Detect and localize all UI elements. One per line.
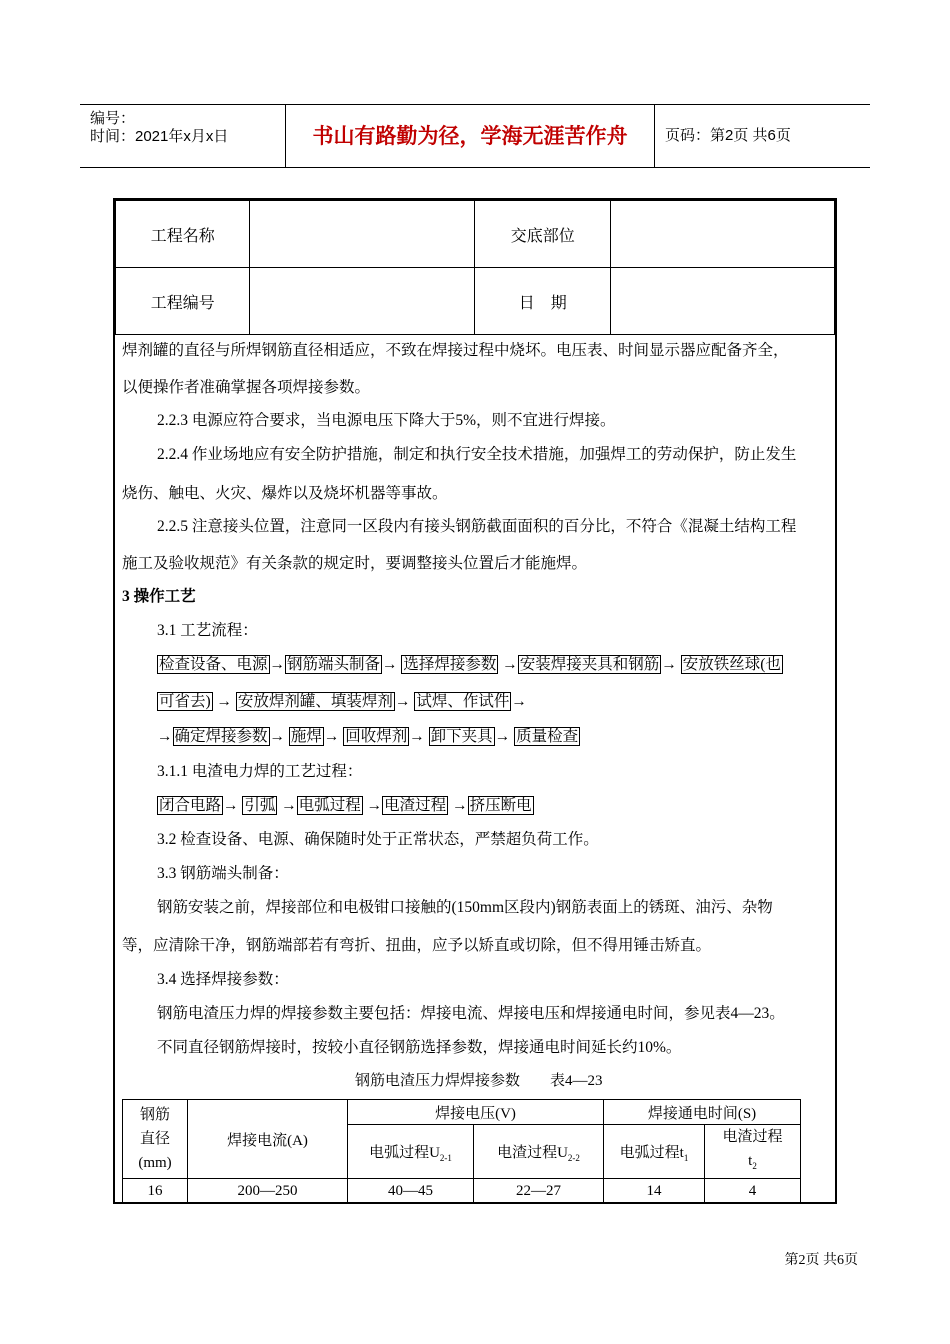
number-label: 编号： [90,110,136,127]
header-diameter-line: 钢筋 [139,1107,170,1123]
header-diameter-line: 直径 [139,1131,170,1147]
info-table [115,200,835,335]
header-arc-time-text: 电弧过程t [619,1144,684,1161]
paragraph-line: 3.1.1 电渣电力焊的工艺过程： [157,763,363,780]
process-flow-row [157,724,580,746]
document-header [80,104,870,168]
flow-step: 确定焊接参数 [174,728,268,745]
header-slag-time-text: 电渣过程 [722,1129,783,1145]
flow-step: 试焊、作试件 [416,693,510,710]
project-no-label: 工程编号 [116,268,250,335]
arrow-icon: → [366,797,383,814]
handover-part-label: 交底部位 [475,201,611,268]
flow-step: 施焊 [290,728,322,745]
time-label: 时间：2021年x月x日 [90,128,229,145]
cell-current: 200—250 [188,1179,348,1204]
arrow-icon: → [281,797,297,814]
subscript: 2 [752,1161,757,1171]
cell-arc-voltage: 40—45 [348,1179,474,1204]
flow-step: 闭合电路 [159,797,222,814]
subscript: 2-1 [439,1152,452,1163]
paragraph-line: 不同直径钢筋焊接时，按较小直径钢筋选择参数，焊接通电时间延长约10%。 [157,1039,682,1056]
paragraph-line: 3.2 检查设备、电源、确保随时处于正常状态，严禁超负荷工作。 [157,831,599,848]
header-page: 页码：第2页 共6页 [665,127,791,144]
process-flow-row [157,689,527,711]
cell-diameter: 16 [123,1179,188,1204]
header-time: 焊接通电时间(S) [604,1100,801,1125]
subscript: 1 [683,1152,689,1163]
date-value [610,268,834,335]
paragraph-line: 2.2.4 作业场地应有安全防护措施，制定和执行安全技术措施，加强焊工的劳动保护，防止发生 [157,446,797,463]
paragraph-line: 施工及验收规范》有关条款的规定时，要调整接头位置后才能施焊。 [122,555,588,572]
flow-step: 钢筋端头制备 [287,656,381,673]
flow-step: 引弧 [244,797,276,814]
header-arc-voltage [348,1125,474,1179]
paragraph-line: 3.3 钢筋端头制备： [157,865,289,882]
paragraph-line: 3.4 选择焊接参数： [157,971,289,988]
flow-step: 可省去) [159,693,211,710]
flow-step: 电弧过程 [298,797,361,814]
subscript: 2-2 [567,1152,580,1163]
project-name-value [250,201,475,268]
paragraph-line: 烧伤、触电、火灾、爆炸以及烧坏机器等事故。 [122,485,448,502]
handover-part-value [610,201,834,268]
arrow-icon: → [452,797,468,814]
header-arc-time [604,1125,705,1179]
arrow-icon: → [394,693,411,710]
flow-step: 安放铁丝球(也 [682,656,781,673]
flow-step: 卸下夹具 [430,728,493,745]
arrow-icon: → [269,728,286,745]
header-slag-time-var: t [748,1153,753,1169]
arrow-icon: → [409,728,425,745]
paragraph-line: 2.2.5 注意接头位置，注意同一区段内有接头钢筋截面面积的百分比，不符合《混凝土结构工程 [157,518,797,535]
arrow-icon: → [382,656,398,673]
welding-parameter-table [122,1099,801,1204]
header-voltage: 焊接电压(V) [348,1100,604,1125]
cell-slag-time: 4 [705,1179,801,1204]
flow-step: 选择焊接参数 [403,656,497,673]
header-diameter-line: (mm) [138,1155,172,1171]
paragraph-line: 钢筋电渣压力焊的焊接参数主要包括：焊接电流、焊接电压和焊接通电时间，参见表4—23。 [157,1005,785,1022]
project-name-label: 工程名称 [116,201,250,268]
date-label: 日 期 [475,268,611,335]
table-row [123,1179,801,1204]
arrow-icon: → [223,797,239,814]
flow-step: 安放焊剂罐、填装焊剂 [237,693,393,710]
header-arc-voltage-text: 电弧过程U [369,1144,440,1161]
flow-step: 安装焊接夹具和钢筋 [519,656,660,673]
header-current: 焊接电流(A) [188,1100,348,1179]
process-flow-row [157,793,534,815]
paragraph-line: 3.1 工艺流程： [157,622,258,639]
header-slag-voltage-text: 电渣过程U [497,1144,568,1161]
cell-arc-time: 14 [604,1179,705,1204]
flow-step: 检查设备、电源 [159,656,268,673]
arrow-icon: → [157,728,173,745]
header-meta [80,105,286,167]
flow-step: 电渣过程 [384,797,447,814]
arrow-icon: → [511,693,527,710]
paragraph-line: 焊剂罐的直径与所焊钢筋直径相适应，不致在焊接过程中烧坏。电压表、时间显示器应配备齐全， [122,342,789,359]
paragraph-line: 等，应清除干净，钢筋端部若有弯折、扭曲，应予以矫直或切除，但不得用锤击矫直。 [122,937,712,954]
arrow-icon: → [494,728,511,745]
arrow-icon: → [216,693,233,710]
flow-step: 质量检查 [516,728,579,745]
paragraph-line: 2.2.3 电源应符合要求，当电源电压下降大于5%，则不宜进行焊接。 [157,412,616,429]
section-heading: 3 操作工艺 [122,588,196,605]
cell-slag-voltage: 22—27 [474,1179,604,1204]
project-no-value [250,268,475,335]
paragraph-line: 钢筋安装之前，焊接部位和电极钳口接触的(150mm区段内)钢筋表面上的锈斑、油污、杂物 [157,899,773,916]
process-flow-row [157,652,783,674]
arrow-icon: → [661,656,677,673]
header-diameter [123,1100,188,1179]
arrow-icon: → [269,656,286,673]
header-slag-time [705,1125,801,1179]
table-caption: 钢筋电渣压力焊焊接参数 表4—23 [355,1073,603,1089]
arrow-icon: → [323,728,340,745]
page-footer: 第2页 共6页 [784,1253,858,1268]
flow-step: 挤压断电 [469,797,532,814]
paragraph-line: 以便操作者准确掌握各项焊接参数。 [122,379,371,396]
flow-step: 回收焊剂 [345,728,408,745]
arrow-icon: → [502,656,518,673]
header-slag-voltage [474,1125,604,1179]
header-motto: 书山有路勤为径，学海无涯苦作舟 [286,105,655,167]
